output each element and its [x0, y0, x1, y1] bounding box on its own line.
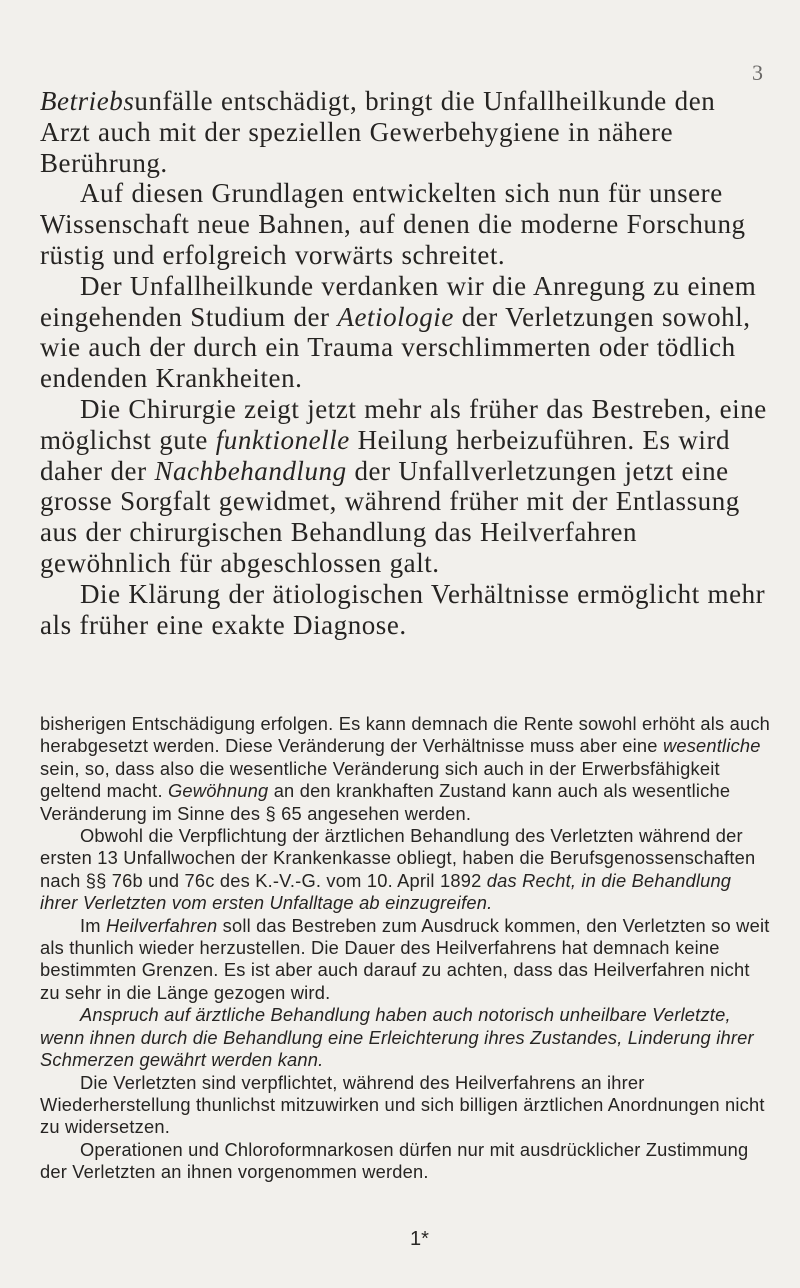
text-run: der Unfallverletzungen jetzt eine grosse Sorgfalt gewidmet, während früher mit der Entlassung aus der chirurgischen Behandlung das Heilverfahren gewöhnlich für abgeschlossen galt.	[40, 455, 740, 578]
paragraph: Die Verletzten sind verpflichtet, während des Heilverfahrens an ihrer Wiederherstellung thunlichst mitzuwirken und sich billigen ärztlichen Anordnungen nicht zu widersetzen.	[40, 1071, 765, 1138]
text-run: der Verletzungen sowohl, wie auch der durch ein Trauma verschlimmerten oder tödlich endenden Krankheiten.	[40, 301, 751, 394]
text-run: sein, so, dass also die wesentliche Veränderung sich auch in der Erwerbsfähigkeit geltend macht.	[40, 757, 720, 802]
paragraph: Die Klärung der ätiologischen Verhältnisse ermöglicht mehr als früher eine exakte Diagnose.	[40, 578, 766, 640]
italic-term: Gewöhnung	[168, 780, 269, 802]
paragraph: Operationen und Chloroformnarkosen dürfen nur mit ausdrücklicher Zustimmung der Verletzten an ihnen vorgenommen werden.	[40, 1138, 749, 1183]
italic-term: Heilverfahren	[106, 914, 218, 936]
italic-term: wesentliche	[662, 735, 761, 757]
signature-mark: 1*	[410, 1228, 429, 1250]
paragraph	[40, 271, 770, 394]
text-run: Der Unfallheilkunde verdanken wir die Anregung zu einem eingehenden Studium der	[40, 270, 757, 332]
text-run: Heilung herbeizuführen. Es wird daher der	[40, 424, 731, 486]
text-run: bisherigen Entschädigung erfolgen. Es kann demnach die Rente sowohl erhöht als auch herabgesetzt werden. Diese Veränderung der Verhältnisse muss aber eine	[40, 713, 771, 757]
footnote-text-section	[40, 713, 772, 1184]
text-run: unfälle entschädigt, bringt die Unfallheilkunde den Arzt auch mit der speziellen Gewerbehygiene in nähere Berührung.	[40, 86, 716, 178]
page-number: 3	[752, 60, 763, 85]
text-run: Obwohl die Verpflichtung der ärztlichen Behandlung des Verletzten während der ersten 13 Unfallwochen der Krankenkasse obliegt, haben die Berufsgenossenschaften nach §§ 76b und 76c des K.-V.-G. vom 10. April 1892	[40, 825, 756, 891]
text-run: Die Chirurgie zeigt jetzt mehr als früher das Bestreben, eine möglichst gute	[40, 393, 767, 455]
main-text-section	[40, 86, 770, 640]
paragraph	[40, 825, 772, 915]
paragraph	[40, 915, 772, 1005]
italic-term: Aetiologie	[337, 301, 454, 332]
paragraph	[40, 394, 770, 579]
paragraph	[40, 713, 772, 825]
italic-term: das Recht, in die Behandlung ihrer Verletzten vom ersten Unfalltage ab einzugreifen.	[40, 869, 732, 914]
italic-term: Betriebs	[40, 86, 135, 116]
paragraph	[40, 86, 770, 178]
text-run: soll das Bestreben zum Ausdruck kommen, den Verletzten so weit als thunlich wieder herzustellen. Die Dauer des Heilverfahrens hat demnach keine bestimmten Grenzen. Es ist aber auch darauf zu achten, dass das Heilverfahren nicht zu sehr in die Länge gezogen wird.	[40, 914, 770, 1003]
italic-term: funktionelle	[215, 424, 350, 455]
text-run: an den krankhaften Zustand kann auch als wesentliche Veränderung im Sinne des § 65 angesehen werden.	[40, 780, 731, 824]
italic-term: Nachbehandlung	[154, 455, 347, 486]
paragraph: Anspruch auf ärztliche Behandlung haben auch notorisch unheilbare Verletzte, wenn ihnen durch die Behandlung eine Erleichterung ihres Zustandes, Linderung ihrer Schmerzen gewährt werden kann.	[40, 1004, 754, 1071]
text-run: Im	[80, 914, 101, 936]
paragraph: Auf diesen Grundlagen entwickelten sich nun für unsere Wissenschaft neue Bahnen, auf denen die moderne Forschung rüstig und erfolgreich vorwärts schreitet.	[40, 178, 746, 270]
